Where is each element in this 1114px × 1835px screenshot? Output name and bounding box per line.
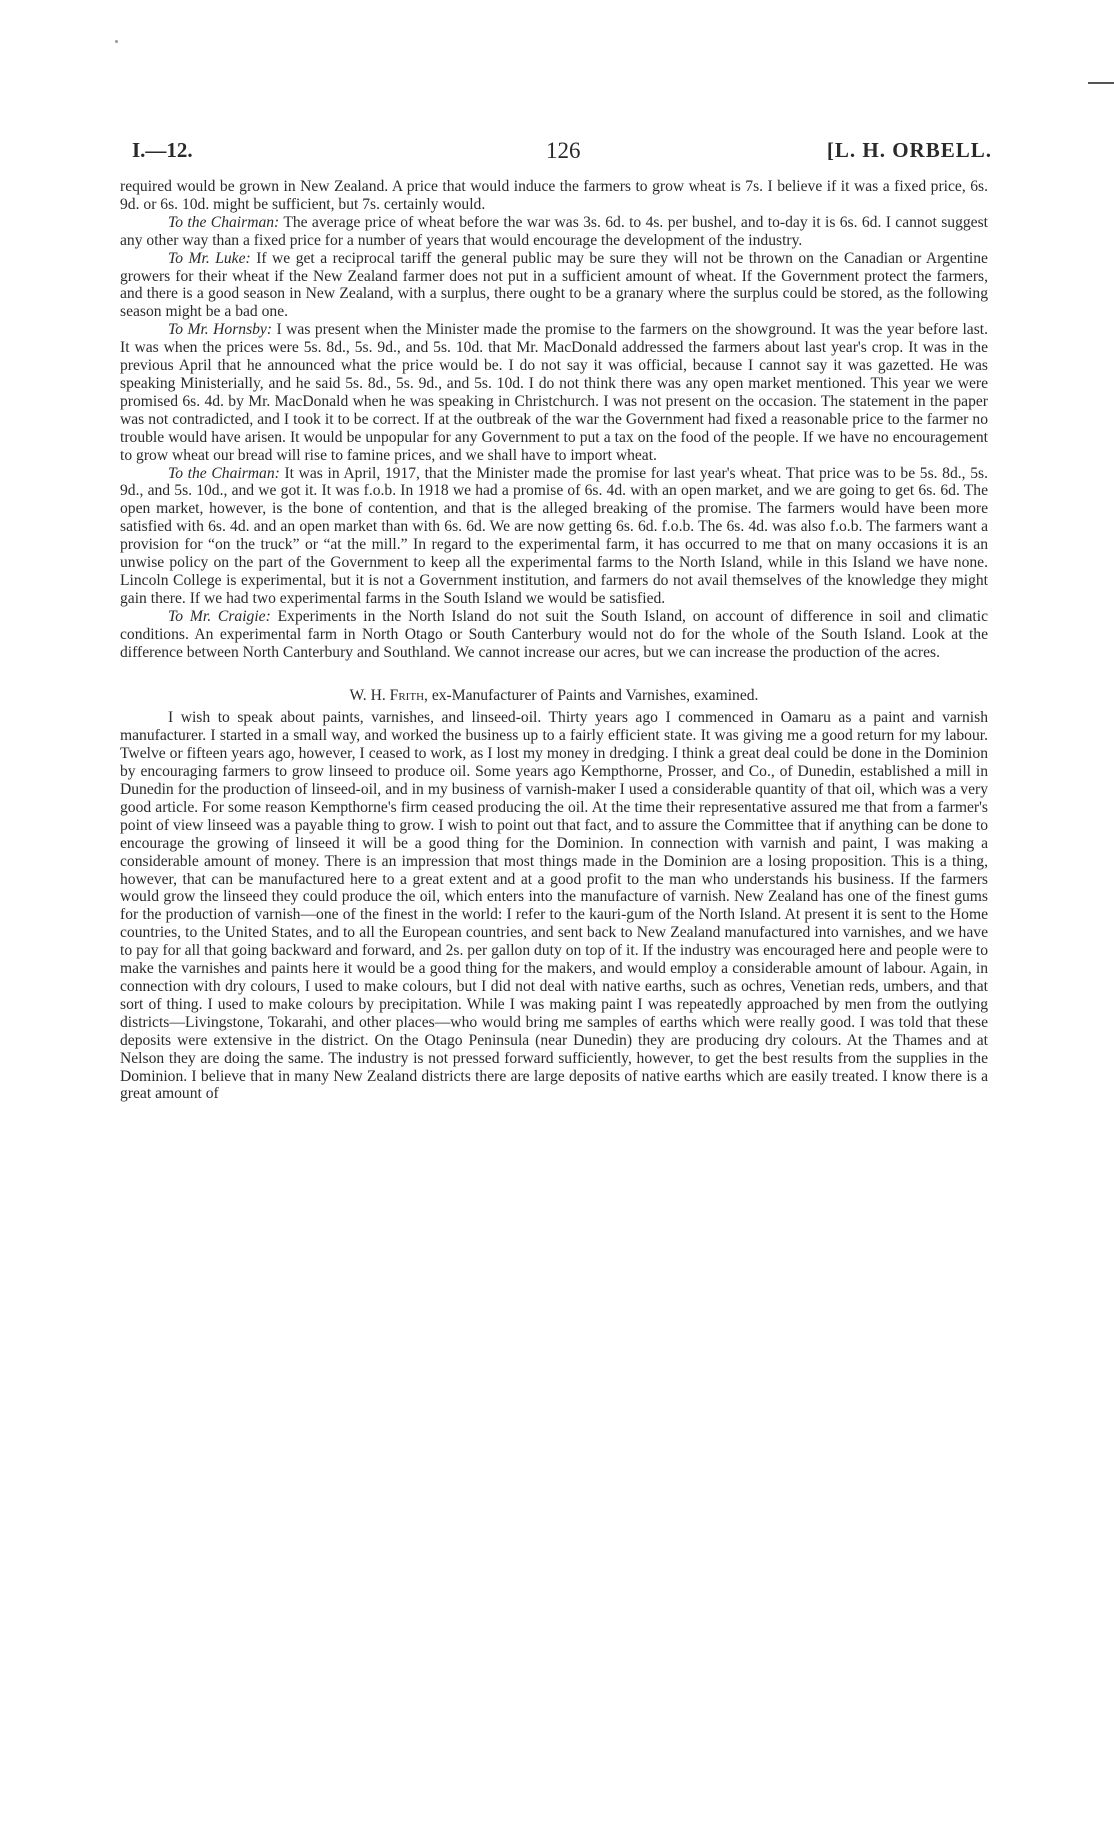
paper-reference: I.—12. bbox=[132, 138, 193, 162]
scan-mark bbox=[1088, 82, 1114, 84]
witness-name-header: [L. H. ORBELL. bbox=[826, 138, 992, 162]
paragraph: To the Chairman: The average price of wheat before the war was 3s. 6d. to 4s. per bushel, and to-day it is 6s. 6d. I cannot suggest any other way than a fixed price for a number of years that would encourage the development of the industry. bbox=[120, 213, 988, 249]
section-heading: W. H. Frith, ex-Manufacturer of Paints and Varnishes, examined. bbox=[349, 687, 759, 705]
speaker-label: To the Chairman: bbox=[168, 464, 280, 482]
paragraph: To Mr. Luke: If we get a reciprocal tariff the general public may be sure they will not be thrown on the Canadian or Argentine growers for their wheat if the New Zealand farmer does not put in a sufficient amount of wheat. If the Government protect the farmers, and there is a good season in New Zealand, with a surplus, there ought to be a granary where the surplus could be stored, as the following season might be a bad one. bbox=[120, 249, 988, 321]
page-number: 126 bbox=[546, 138, 581, 163]
paragraph: To Mr. Craigie: Experiments in the North Island do not suit the South Island, on account of difference in soil and climatic conditions. An experimental farm in North Otago or South Canterbury would not do for the whole of the South Island. Look at the difference between North Canterbury and Southland. We cannot increase our acres, but we can increase the production of the acres. bbox=[120, 607, 988, 661]
speaker-label: To Mr. Craigie: bbox=[168, 607, 271, 625]
speaker-label: To the Chairman: bbox=[168, 213, 280, 231]
paragraph: To Mr. Hornsby: I was present when the Minister made the promise to the farmers on the showground. It was the year before last. It was when the prices were 5s. 8d., 5s. 9d., and 5s. 10d. that Mr. MacDonald addressed the farmers about last year's crop. It was in the previous April that he announced what the price would be. I do not say it was official, because I cannot say it was gazetted. He was speaking Ministerially, and he said 5s. 8d., 5s. 9d., and 5s. 10d. I do not think there was any open market mentioned. This year we were promised 6s. 4d. by Mr. MacDonald when he was speaking in Christchurch. I was not present on the occasion. The statement in the paper was not contradicted, and I took it to be correct. If at the outbreak of the war the Government had fixed a reasonable price to the farmer no trouble would have arisen. It would be unpopular for any Government to put a tax on the food of the people. If we have no encouragement to grow wheat our bread will rise to famine prices, and we shall have to import wheat. bbox=[120, 321, 989, 464]
paragraph: To the Chairman: It was in April, 1917, that the Minister made the promise for last year's wheat. That price was to be 5s. 8d., 5s. 9d., and 5s. 10d., and we got it. It was f.o.b. In 1918 we had a promise of 6s. 4d. with an open market, and we are going to get 6s. 6d. The open market, however, is the bone of contention, and that is the alleged breaking of the promise. The farmers would have been more satisfied with 6s. 4d. and an open market than with 6s. 6d. We are now getting 6s. 6d. f.o.b. The 6s. 4d. was also f.o.b. The farmers want a provision for “on the truck” or “at the mill.” In regard to the experimental farm, it has occurred to me that on many occasions it is an unwise policy on the part of the Government to keep all the experimental farms to the North Island, while in this Island we have none. Lincoln College is experimental, but it is not a Government institution, and farmers do not avail themselves of the knowledge they might gain there. If we had two experimental farms in the South Island we would be satisfied. bbox=[120, 464, 988, 607]
document-body bbox=[120, 178, 988, 1103]
paragraph: required would be grown in New Zealand. A price that would induce the farmers to grow wheat is 7s. I believe if it was a fixed price, 6s. 9d. or 6s. 10d. might be sufficient, but 7s. certainly would. bbox=[120, 178, 988, 213]
speaker-label: To Mr. Hornsby: bbox=[168, 321, 273, 339]
page-header bbox=[132, 138, 992, 168]
paragraph: I wish to speak about paints, varnishes, and linseed-oil. Thirty years ago I commenced in Oamaru as a paint and varnish manufacturer. I started in a small way, and worked the business up to a fairly efficient state. It was giving me a good return for my labour. Twelve or fifteen years ago, however, I ceased to work, as I lost my money in dredging. I think a great deal could be done in the Dominion by encouraging farmers to grow linseed to produce oil. Some years ago Kempthorne, Prosser, and Co., of Dunedin, established a mill in Dunedin for the production of linseed-oil, and in my business of varnish-maker I used a considerable quantity of that oil, which was a very good article. For some reason Kempthorne's firm ceased producing the oil. At the time their representative assured me that from a farmer's point of view linseed was a payable thing to grow. I wish to point out that fact, and to assure the Committee that if anything can be done to encourage the growing of linseed it will be a good thing for the Dominion. In connection with varnish and paint, I was making a considerable amount of money. There is an impression that most things made in the Dominion are a losing proposition. This is a thing, however, that can be manufactured here to a great extent and at a good profit to the man who understands his business. If the farmers would grow the linseed they could produce the oil, which enters into the manufacture of varnish. New Zealand has one of the finest gums for the production of varnish—one of the finest in the world: I refer to the kauri-gum of the North Island. At present it is sent to the Home countries, to the United States, and to all the European countries, and sent back to New Zealand manufactured into varnishes, and we have to pay for all that going backward and forward, and 2s. per gallon duty on top of it. If the industry was encouraged here and people were to make the varnishes and paints here it would be a good thing for the makers, and would employ a considerable amount of labour. Again, in connection with dry colours, I used to make colours, but I did not deal with native earths, such as ochres, Venetian reds, umbers, and that sort of thing. I used to make colours by precipitation. While I was making paint I was repeatedly approached by men from the outlying districts—Livingstone, Tokarahi, and other places—who would bring me samples of earths which were really good. I was told that these deposits were extensive in the district. On the Otago Peninsula (near Dunedin) they are producing dry colours. At the Thames and at Nelson they are doing the same. The industry is not pressed forward sufficiently, however, to get the best results from the supplies in the Dominion. I believe that in many New Zealand districts there are large deposits of native earths which are easily treated. I know there is a great amount of bbox=[120, 709, 988, 1103]
scan-speck bbox=[115, 40, 118, 43]
speaker-label: To Mr. Luke: bbox=[168, 249, 251, 267]
